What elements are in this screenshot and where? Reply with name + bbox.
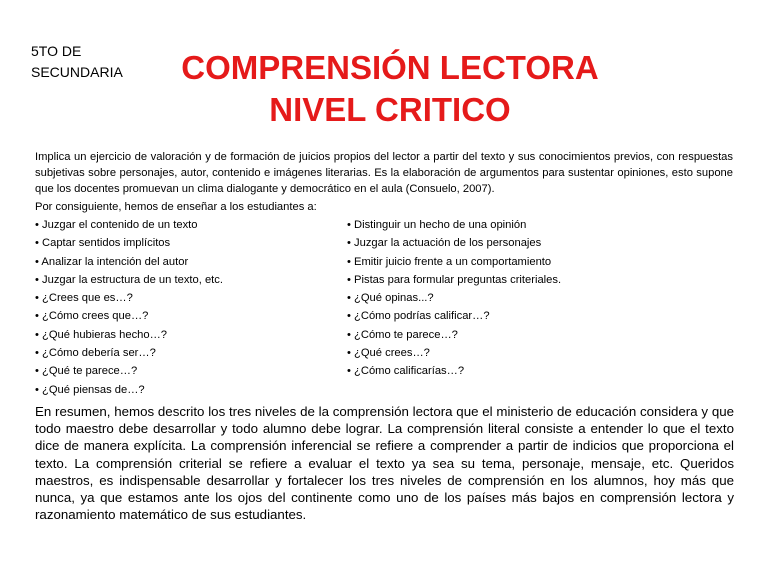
list-item: • ¿Crees que es…? [35,292,133,305]
list-item: • Juzgar el contenido de un texto [35,219,198,231]
title-line-2: NIVEL CRITICO [269,91,511,128]
list-item: • ¿Qué te parece…? [35,365,138,378]
list-item: • Distinguir un hecho de una opinión [347,219,527,231]
list-item: • ¿Cómo debería ser…? [35,347,156,360]
list-item: • Captar sentidos implícitos [35,237,171,250]
page-title [130,47,650,131]
list-item: • Juzgar la estructura de un texto, etc. [35,273,223,286]
right-bullet-list [347,216,647,381]
list-item: • Emitir juicio frente a un comportamiento [347,255,552,268]
title-line-1: COMPRENSIÓN LECTORA [181,49,599,86]
summary-paragraph: En resumen, hemos descrito los tres niveles de la comprensión lectora que el ministerio de educación considera y que todo maestro debe desarrollar y todo alumno debe lograr. La comprensión literal consiste a entender lo que el texto dice de manera explícita. La comprensión inferencial se refiere a comprender a partir de indicios que proporciona el texto. La comprensión criterial se refiere a evaluar el texto ya sea su tema, personaje, mensaje, etc. Queridos maestros, es indispensable desarrollar y fortalecer los tres niveles de comprensión en los alumnos, hoy más que nunca, ya que estamos ante los ojos del continente como uno de los países más bajos en comprensión lectora y razonamiento matemático de sus estudiantes. [35,404,734,523]
list-item: • ¿Cómo crees que…? [35,310,149,323]
list-item: • ¿Qué piensas de…? [35,383,145,396]
list-item: • ¿Cómo te parece…? [347,328,458,341]
list-item: • ¿Cómo calificarías…? [347,365,465,378]
left-bullet-list [35,216,335,399]
list-item: • Analizar la intención del autor [35,255,189,268]
grade-label [31,41,123,83]
list-item: • ¿Qué hubieras hecho…? [35,328,168,341]
list-item: • Pistas para formular preguntas criteriales. [347,273,562,286]
grade-line-1: 5TO DE [31,43,82,59]
lead-sentence: Por consiguiente, hemos de enseñar a los estudiantes a: [35,201,317,213]
intro-paragraph: Implica un ejercicio de valoración y de formación de juicios propios del lector a partir del texto y sus conocimientos previos, con respuestas subjetivas sobre personajes, autor, contenido e imágenes literarias. Es la elaboración de argumentos para sustentar opiniones, esto supone que los docentes promuevan un clima dialogante y democrático en el aula (Consuelo, 2007). [35,151,733,195]
list-item: • ¿Qué opinas...? [347,292,434,305]
list-item: • ¿Qué crees…? [347,347,430,360]
grade-line-2: SECUNDARIA [31,64,123,80]
list-item: • Juzgar la actuación de los personajes [347,237,542,250]
list-item: • ¿Cómo podrías calificar…? [347,310,490,323]
